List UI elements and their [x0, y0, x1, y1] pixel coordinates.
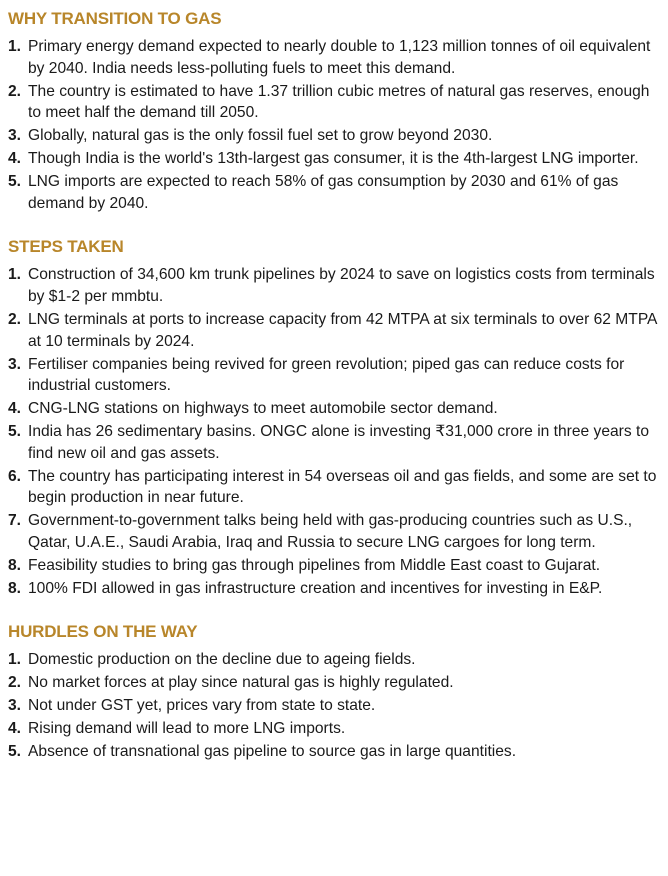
item-text: Fertiliser companies being revived for green revolution; piped gas can reduce costs for industrial customers. — [28, 355, 625, 395]
section-hurdles — [8, 621, 660, 762]
list-item — [8, 510, 660, 554]
item-text: Construction of 34,600 km trunk pipelines by 2024 to save on logistics costs from terminals by $1-2 per mmbtu. — [28, 266, 655, 306]
item-text: The country has participating interest in 54 overseas oil and gas fields, and some are set to begin production in near future. — [28, 467, 657, 507]
item-number: 5. — [8, 422, 22, 440]
item-number: 5. — [8, 742, 22, 760]
item-number: 2. — [8, 82, 22, 100]
item-number: 2. — [8, 310, 22, 328]
item-text: The country is estimated to have 1.37 trillion cubic metres of natural gas reserves, enough to meet half the demand till 2050. — [28, 82, 650, 122]
item-number: 1. — [8, 651, 22, 669]
item-number: 8. — [8, 556, 22, 574]
section-heading: HURDLES ON THE WAY — [8, 622, 198, 642]
item-text: Feasibility studies to bring gas through pipelines from Middle East coast to Gujarat. — [28, 556, 601, 574]
item-text: India has 26 sedimentary basins. ONGC alone is investing ₹31,000 crore in three years to find new oil and gas assets. — [28, 422, 650, 462]
section-heading: STEPS TAKEN — [8, 237, 124, 257]
section-heading: WHY TRANSITION TO GAS — [8, 9, 222, 28]
list-item — [8, 354, 660, 398]
list-item — [8, 81, 660, 125]
list-item — [8, 125, 660, 147]
item-number: 1. — [8, 266, 22, 284]
item-text: Though India is the world's 13th-largest gas consumer, it is the 4th-largest LNG importer. — [28, 149, 639, 167]
numbered-list — [8, 36, 660, 214]
list-item — [8, 36, 660, 80]
list-item — [8, 398, 660, 420]
item-number: 3. — [8, 355, 22, 373]
item-text: No market forces at play since natural gas is highly regulated. — [28, 674, 454, 692]
item-number: 4. — [8, 400, 22, 418]
item-number: 3. — [8, 127, 22, 145]
list-item — [8, 148, 660, 170]
list-item — [8, 672, 660, 694]
item-number: 3. — [8, 696, 22, 714]
numbered-list — [8, 649, 660, 762]
list-item — [8, 578, 660, 600]
list-item — [8, 264, 660, 308]
item-number: 4. — [8, 149, 22, 167]
item-text: Domestic production on the decline due to ageing fields. — [28, 651, 416, 669]
item-text: 100% FDI allowed in gas infrastructure creation and incentives for investing in E&P. — [28, 579, 603, 597]
item-text: Primary energy demand expected to nearly double to 1,123 million tonnes of oil equivalent by 2040. India needs less-polluting fuels to meet this demand. — [28, 38, 651, 77]
list-item — [8, 171, 660, 215]
item-number: 7. — [8, 512, 22, 530]
item-text: Rising demand will lead to more LNG imports. — [28, 719, 346, 737]
item-number: 1. — [8, 38, 22, 55]
item-text: Globally, natural gas is the only fossil fuel set to grow beyond 2030. — [28, 127, 493, 145]
list-item — [8, 718, 660, 740]
list-item — [8, 555, 660, 577]
item-number: 4. — [8, 719, 22, 737]
item-text: Government-to-government talks being held with gas-producing countries such as U.S., Qatar, U.A.E., Saudi Arabia, Iraq and Russia to secure LNG cargoes for long term. — [28, 512, 633, 551]
list-item — [8, 466, 660, 510]
list-item — [8, 741, 660, 763]
list-item — [8, 309, 660, 353]
item-number: 2. — [8, 674, 22, 692]
list-item — [8, 421, 660, 465]
section-steps-taken — [8, 236, 660, 599]
section-why-transition — [8, 8, 660, 214]
item-number: 5. — [8, 172, 22, 190]
numbered-list — [8, 264, 660, 599]
list-item — [8, 649, 660, 671]
item-number: 8. — [8, 579, 22, 597]
item-text: Absence of transnational gas pipeline to source gas in large quantities. — [28, 742, 517, 760]
item-text: CNG-LNG stations on highways to meet automobile sector demand. — [28, 400, 498, 418]
item-number: 6. — [8, 467, 22, 485]
item-text: Not under GST yet, prices vary from state to state. — [28, 696, 376, 714]
item-text: LNG terminals at ports to increase capacity from 42 MTPA at six terminals to over 62 MTPA at 10 terminals by 2024. — [28, 310, 657, 350]
item-text: LNG imports are expected to reach 58% of gas consumption by 2030 and 61% of gas demand by 2040. — [28, 172, 619, 212]
list-item — [8, 695, 660, 717]
